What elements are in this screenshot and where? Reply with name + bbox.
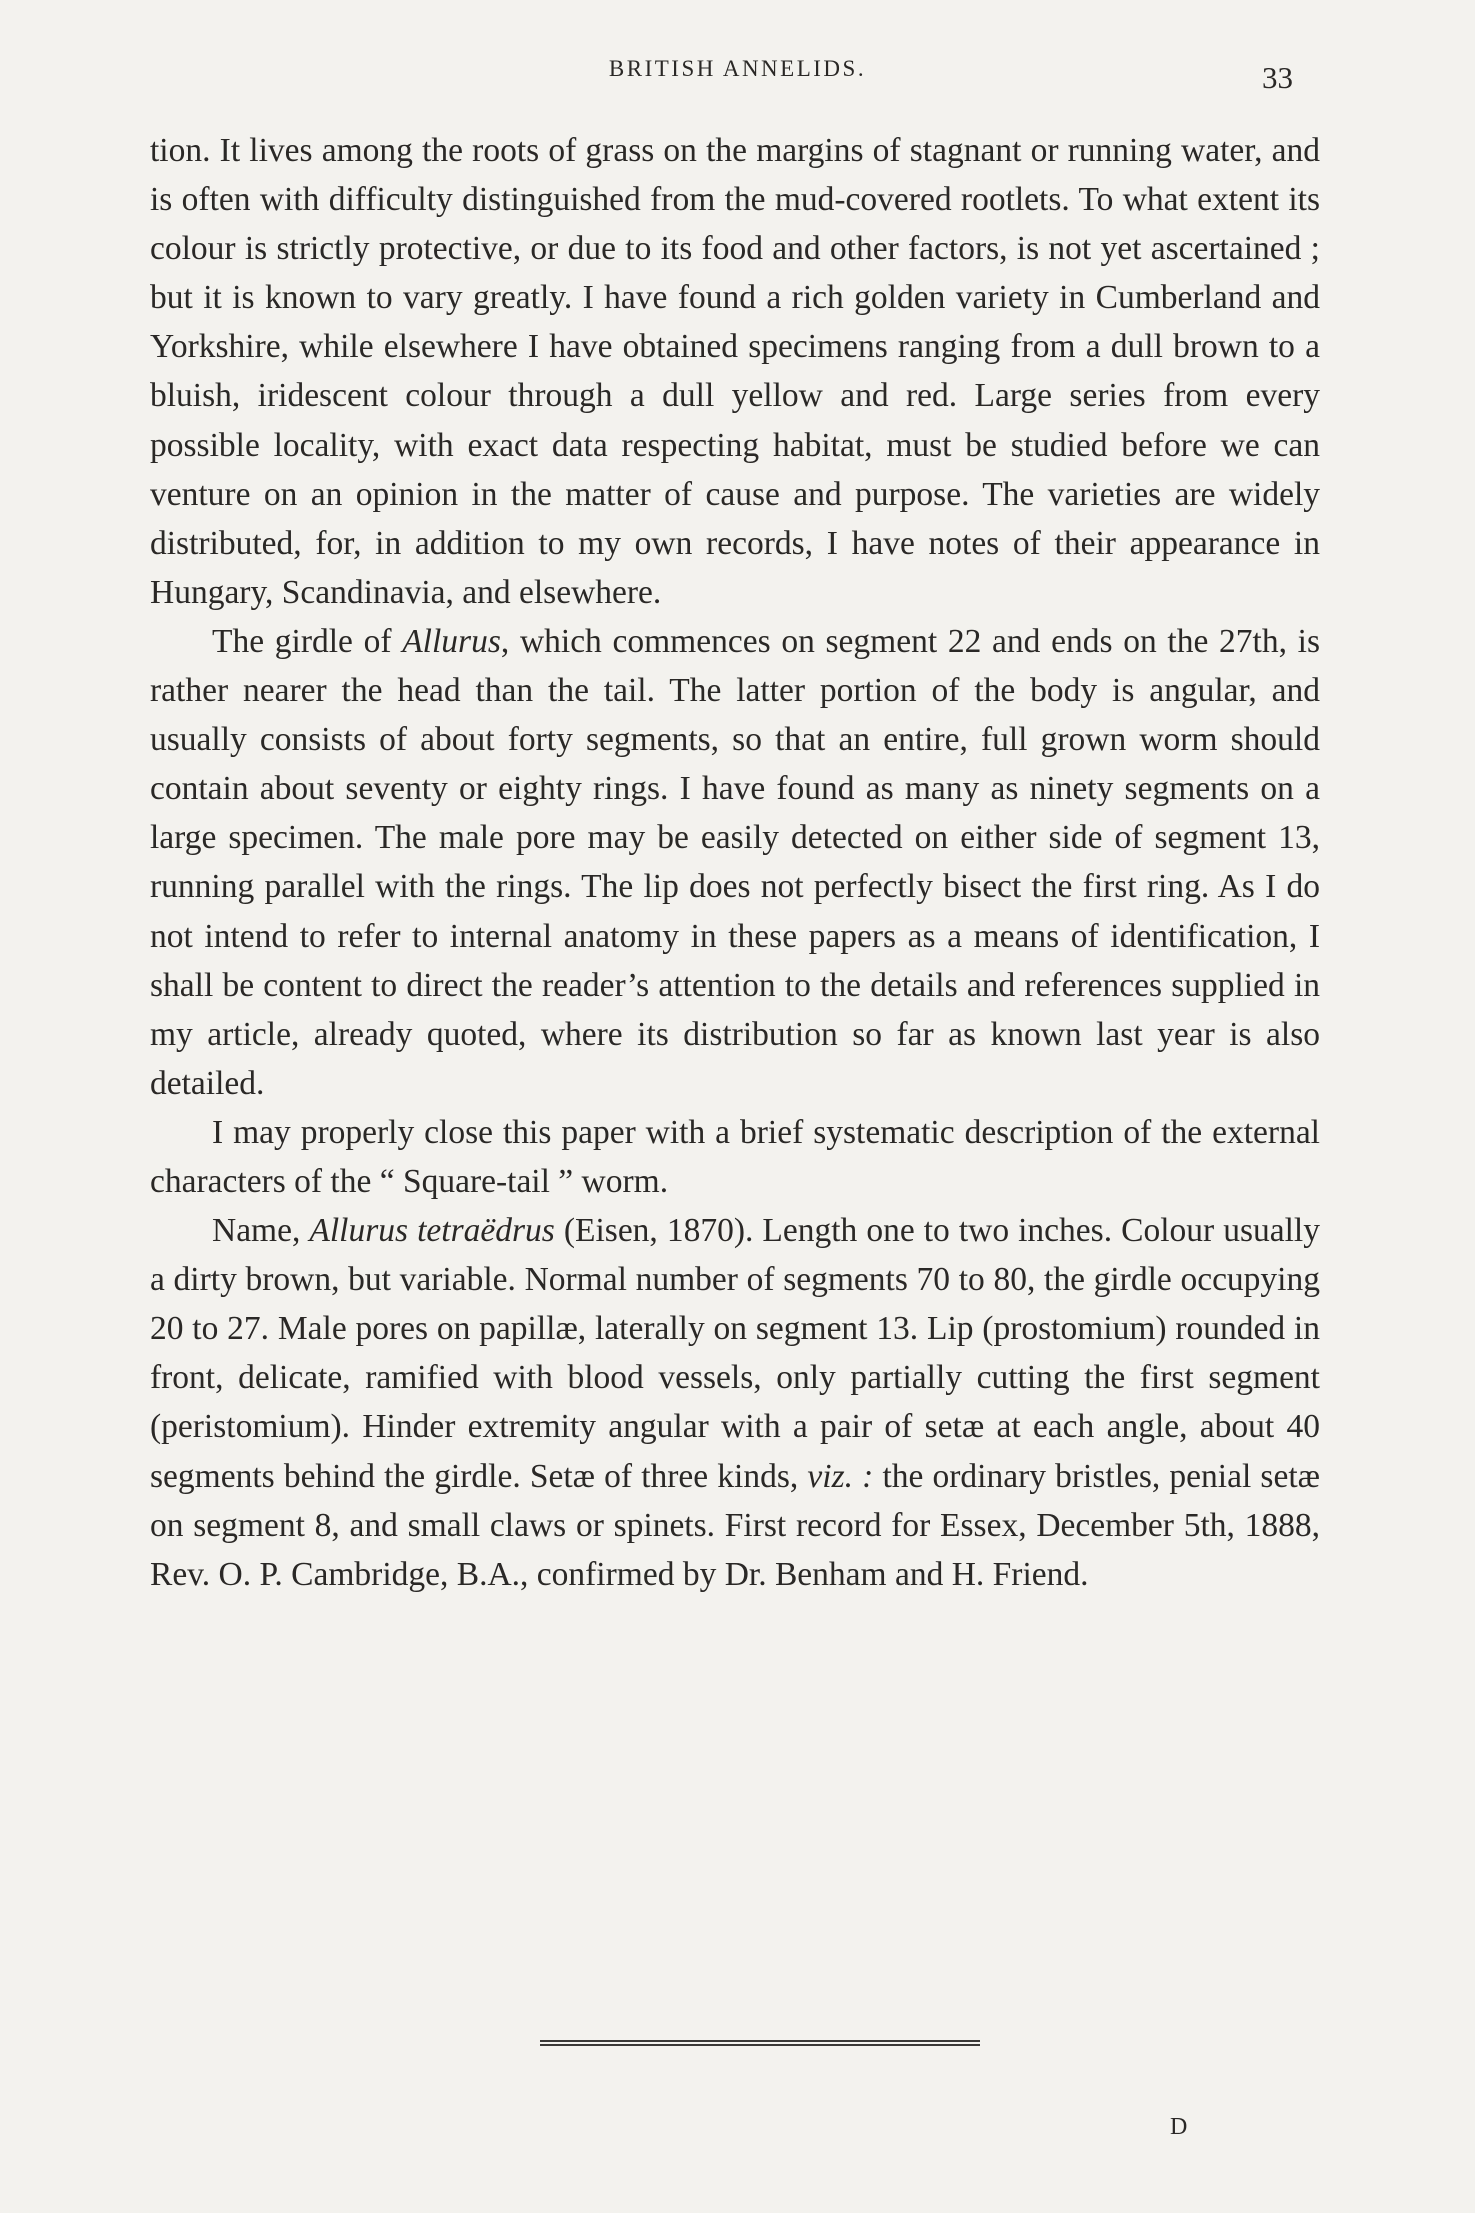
species-description-mid: (Eisen, 1870). Length one to two inches. Colour usually a dirty brown, but variable. Normal number of segments 70 to 80, the girdle occupying 20 to 27. Male pores on papillæ, laterally on segment 13. Lip (prostomium) rounded in front, delicate, ramified with blood vessels, only partially cutting the first segment (peristomium). Hinder extremity angular with a pair of setæ at each angle, about 40 segments behind the girdle. Setæ of three kinds, (150, 1212, 1320, 1495)
paragraph-girdle (150, 617, 1320, 1108)
paragraph-habitat: tion. It lives among the roots of grass on the margins of stagnant or running water, and is often with difficulty distinguished from the mud-covered rootlets. To what extent its colour is strictly protective, or due to its food and other factors, is not yet ascertained ; but it is known to vary greatly. I have found a rich golden variety in Cumberland and Yorkshire, while elsewhere I have obtained specimens ranging from a dull brown to a bluish, iridescent colour through a dull yellow and red. Large series from every possible locality, with exact data respecting habitat, must be studied before we can venture on an opinion in the matter of cause and purpose. The varieties are widely distributed, for, in addition to my own records, I have notes of their appearance in Hungary, Scandinavia, and elsewhere. (150, 132, 1320, 611)
paragraph-girdle-lead: The girdle of (212, 622, 403, 660)
section-end-rule (540, 2040, 980, 2046)
species-description-rest: the ordinary bristles, penial setæ on segment 8, and small claws or spinets. First record for Essex, December 5th, 1888, Rev. O. P. Cambridge, B.A., confirmed by Dr. Benham and H. Friend. (150, 1457, 1320, 1593)
signature-mark: D (1170, 2114, 1189, 2140)
species-name-italic: Allurus tetraëdrus (309, 1212, 555, 1250)
page-number: 33 (1262, 60, 1293, 95)
paragraph-girdle-rest: , which commences on segment 22 and ends on the 27th, is rather nearer the head than the tail. The latter portion of the body is angular, and usually consists of about forty segments, so that an entire, full grown worm should contain about seventy or eighty rings. I have found as many as ninety segments on a large specimen. The male pore may be easily detected on either side of segment 13, running parallel with the rings. The lip does not perfectly bisect the first ring. As I do not intend to refer to internal anatomy in these papers as a means of identification, I shall be content to direct the reader’s attention to the details and references supplied in my article, already quoted, where its distribution so far as known last year is also detailed. (150, 622, 1320, 1102)
paragraph-description-intro: I may properly close this paper with a brief systematic description of the external characters of the “ Square-tail ” worm. (150, 1113, 1320, 1200)
paragraph-species-description (150, 1206, 1320, 1599)
genus-name-italic: Allurus (402, 622, 501, 660)
running-head: BRITISH ANNELIDS. (608, 56, 867, 81)
species-description-lead: Name, (212, 1212, 310, 1250)
viz-italic: viz. : (807, 1457, 874, 1495)
body-text (150, 126, 1320, 1599)
